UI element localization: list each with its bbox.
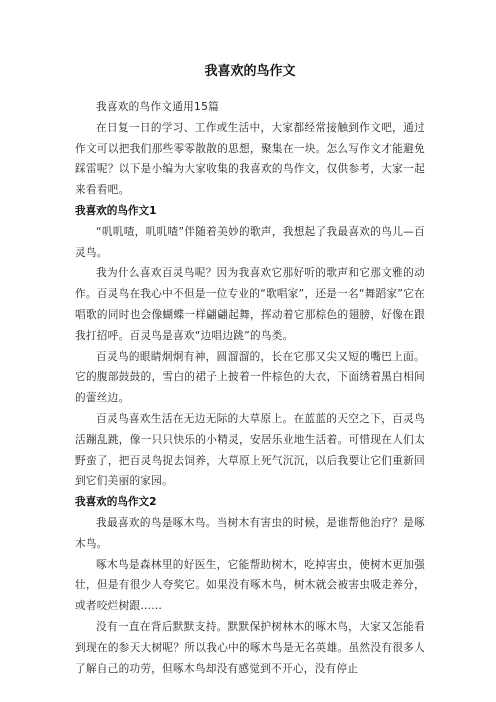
paragraph: 啄木鸟是森林里的好医生，它能帮助树木，吃掉害虫，使树木更加强壮，但是有很少人夸奖它。如果没有啄木鸟，树木就会被害虫吸走养分，或者咬烂树跟…… [75, 558, 425, 613]
paragraph: 我最喜欢的鸟是啄木鸟。当树木有害虫的时候，是谁帮他治疗？是啄木鸟。 [75, 516, 425, 550]
paragraph: 我为什么喜欢百灵鸟呢？因为我喜欢它那好听的歌声和它那文雅的动作。百灵鸟在我心中不但是一位专业的“歌唱家”，还是一名“舞蹈家”它在唱歌的同时也会像蝴蝶一样翩翩起舞，挥动着它那棕色的翅膀，好像在跟我打招呼。百灵鸟是喜欢“边唱边跳”的鸟类。 [75, 267, 425, 342]
paragraph: 没有一直在背后默默支持。默默保护树林木的啄木鸟，大家又怎能看到现在的参天大树呢？所以我心中的啄木鸟是无名英雄。虽然没有很多人了解自己的功劳，但啄木鸟却没有感觉到不开心，没有停止 [75, 620, 425, 675]
intro-paragraph: 在日复一日的学习、工作或生活中，大家都经常接触到作文吧，通过作文可以把我们那些零零散散的思想，聚集在一块。怎么写作文才能避免踩雷呢？以下是小编为大家收集的我喜欢的鸟作文，仅供参考，大家一起来看看吧。 [75, 121, 425, 197]
paragraph: “叽叽喳，叽叽喳”伴随着美妙的歌声，我想起了我最喜欢的鸟儿—百灵鸟。 [75, 225, 425, 259]
section-heading: 我喜欢的鸟作文1 [75, 204, 157, 217]
paragraph: 百灵鸟的眼睛炯炯有神，圆溜溜的，长在它那又尖又短的嘴巴上面。它的腹部鼓鼓的，雪白的裙子上披着一件棕色的大衣，下面绣着黑白相间的蕾丝边。 [75, 350, 425, 405]
document-title: 我喜欢的鸟作文 [204, 64, 296, 79]
paragraph: 百灵鸟喜欢生活在无边无际的大草原上。在蓝蓝的天空之下，百灵鸟活蹦乱跳，像一只只快乐的小精灵，安居乐业地生活着。可惜现在人们太野蛮了，把百灵鸟捉去饲养，大草原上死气沉沉，以后我要让它们重新回到它们美丽的家园。 [75, 412, 425, 488]
intro-heading: 我喜欢的鸟作文通用15篇 [96, 101, 220, 113]
section-heading: 我喜欢的鸟作文2 [75, 496, 157, 509]
